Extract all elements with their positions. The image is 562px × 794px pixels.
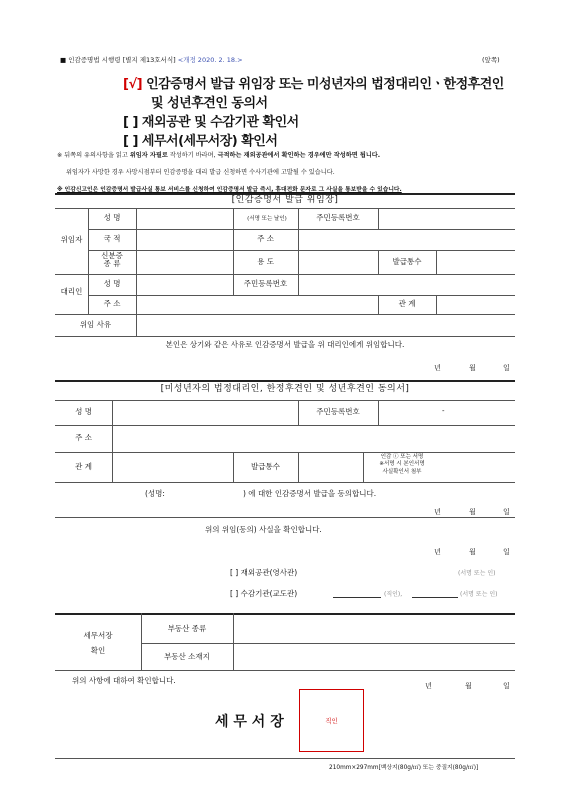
title-line-1: [√] 인감증명서 발급 위임장 또는 미성년자의 법정대리인ㆍ한정후견인 bbox=[123, 77, 504, 92]
s1-day: 일 bbox=[503, 364, 510, 372]
revision-date: <개정 2020. 2. 18.> bbox=[177, 56, 243, 64]
note-1: ※ 뒤쪽의 유의사항을 읽고 위임자 자필로 작성하기 바라며, 극적하는 재외공관에서 확인하는 경우에만 작성하면 됩니다. bbox=[57, 152, 381, 159]
property-type-label: 부동산 종류 bbox=[167, 624, 207, 633]
s4-month: 월 bbox=[465, 682, 472, 690]
rrn-label: 주민등록번호 bbox=[316, 213, 360, 222]
reason-label: 위임 사유 bbox=[79, 320, 112, 329]
confirm-statement: 위의 위임(동의) 사실을 확인합니다. bbox=[205, 525, 322, 534]
note-2: 위임자가 사망한 경우 사망시점부터 인감증명을 대리 발급 신청하면 수사기관에 고발될 수 있습니다. bbox=[66, 169, 335, 176]
section1-title: [인감증명서 발급 위임장] bbox=[231, 195, 339, 205]
proxy-name-label: 성 명 bbox=[103, 279, 121, 288]
delegation-statement: 본인은 상기와 같은 사유로 인감증명서 발급을 위 대리인에게 위임합니다. bbox=[165, 340, 405, 349]
consent-statement: ) 에 대한 인감증명서 발급을 동의합니다. bbox=[243, 489, 377, 498]
s2-day: 일 bbox=[503, 508, 510, 516]
proxy-label: 대리인 bbox=[60, 287, 83, 296]
s2-copies-label: 발급통수 bbox=[251, 462, 280, 471]
s3-day: 일 bbox=[503, 548, 510, 556]
page-side: (앞쪽) bbox=[482, 56, 500, 64]
title-line-4: [ ] 세무서(세무서장) 확인서 bbox=[123, 134, 278, 149]
signature-hint: (서명 또는 날인) bbox=[247, 216, 287, 222]
nationality-label: 국 적 bbox=[103, 234, 121, 243]
prison-seal-hint: (직인), bbox=[384, 591, 403, 598]
prison-seal-line bbox=[333, 597, 381, 598]
address-label: 주 소 bbox=[257, 234, 274, 243]
s4-day: 일 bbox=[503, 682, 510, 690]
s2-month: 월 bbox=[469, 508, 476, 516]
id-type-label: 신분증 종 류 bbox=[101, 251, 123, 269]
copies-label: 발급통수 bbox=[392, 257, 422, 266]
title-line-3: [ ] 재외공관 및 수감기관 확인서 bbox=[123, 115, 299, 130]
s3-month: 월 bbox=[469, 548, 476, 556]
s4-year: 년 bbox=[425, 682, 432, 690]
delegator-label: 위임자 bbox=[60, 235, 83, 244]
s1-year: 년 bbox=[434, 364, 441, 372]
consent-name-open: (성명: bbox=[145, 489, 165, 498]
prison-label: [ ] 수감기관(교도관) bbox=[230, 589, 298, 598]
property-location-label: 부동산 소재지 bbox=[164, 652, 210, 661]
form-header: ■ 인감증명법 시행령 [별지 제13호서식] <개정 2020. 2. 18.> bbox=[60, 56, 243, 64]
note-3: ※ 인감신고인은 인감증명서 발급사실 통보 서비스를 신청하여 인감증명서 발급 즉시, 휴대전화 문자로 그 사실을 통보받을 수 있습니다. bbox=[57, 187, 402, 193]
proxy-rrn-label: 주민등록번호 bbox=[243, 279, 288, 288]
embassy-label: [ ] 재외공관(영사관) bbox=[230, 568, 298, 577]
official-seal-box: 직인 bbox=[299, 689, 364, 752]
tax-office-label: 세무서장 확인 bbox=[83, 631, 113, 655]
s3-year: 년 bbox=[434, 548, 441, 556]
title-line-2: 및 성년후견인 동의서 bbox=[151, 96, 268, 111]
tax-chief-title: 세 무 서 장 bbox=[215, 714, 284, 730]
name-label: 성 명 bbox=[103, 213, 121, 222]
s1-month: 월 bbox=[469, 364, 476, 372]
s2-year: 년 bbox=[434, 508, 441, 516]
relation-label: 관 계 bbox=[398, 299, 416, 308]
s2-relation-label: 관 계 bbox=[75, 462, 92, 471]
s2-address-label: 주 소 bbox=[75, 433, 92, 442]
tax-confirm-statement: 위의 사항에 대하여 확인합니다. bbox=[72, 676, 176, 685]
s2-rrn-dash: - bbox=[442, 407, 445, 415]
prison-signature-line bbox=[412, 597, 458, 598]
s2-name-label: 성 명 bbox=[75, 407, 92, 416]
s2-rrn-label: 주민등록번호 bbox=[316, 407, 360, 416]
prison-signature-hint: (서명 또는 인) bbox=[460, 591, 498, 598]
proxy-address-label: 주 소 bbox=[103, 299, 121, 308]
embassy-signature-hint: (서명 또는 인) bbox=[458, 570, 496, 577]
s2-signature-box: 인감 ⓘ 또는 서명 ※서명 시 본인서명 사실확인서 첨부 bbox=[379, 454, 425, 475]
paper-spec-footer: 210mm×297mm[백상지(80g/㎡) 또는 중질지(80g/㎡)] bbox=[329, 765, 479, 771]
purpose-label: 용 도 bbox=[257, 257, 274, 266]
check-mark: [√] bbox=[123, 77, 143, 92]
section2-title: [미성년자의 법정대리인, 한정후견인 및 성년후견인 동의서] bbox=[160, 384, 410, 394]
